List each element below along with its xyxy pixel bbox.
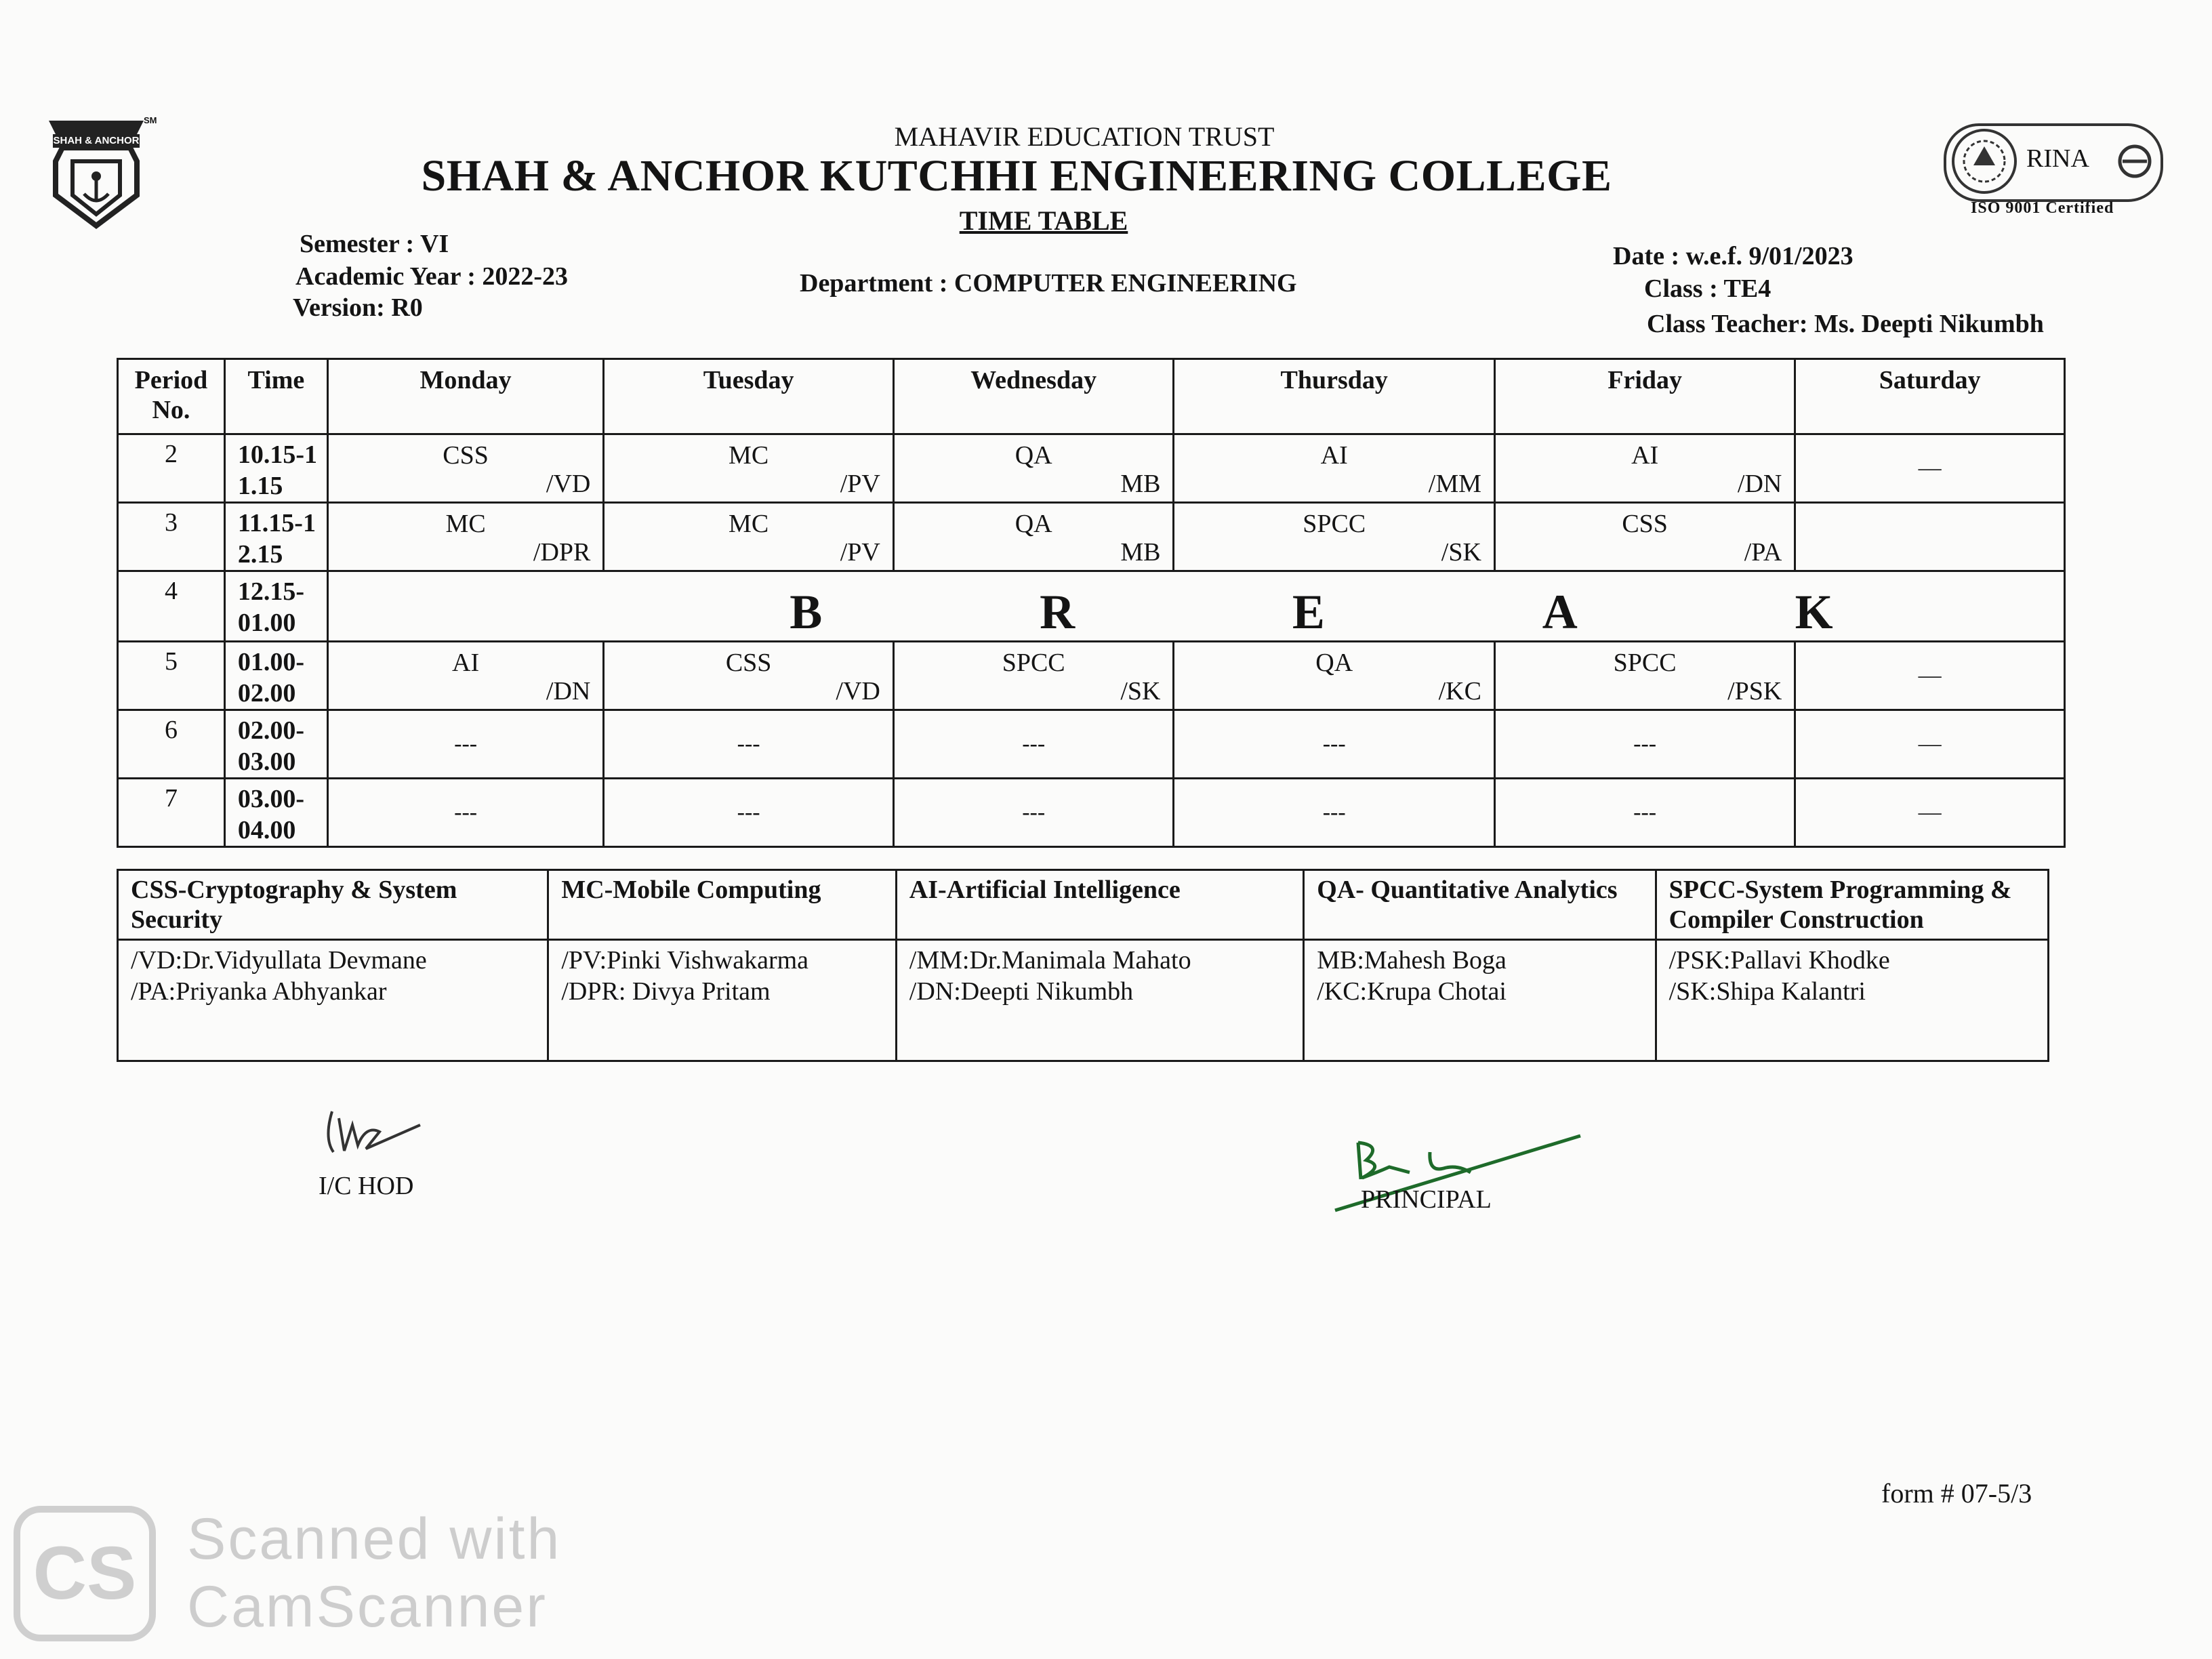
empty-slot-dash: --- (1633, 800, 1657, 825)
version: Version: R0 (293, 293, 423, 322)
academic-year: Academic Year : 2022-23 (295, 262, 569, 291)
slot-wednesday (893, 710, 1174, 779)
header-monday: Monday (327, 359, 604, 434)
empty-slot-dash: --- (1022, 800, 1046, 825)
slot-saturday (1795, 642, 2065, 710)
legend-subject-title: SPCC-System Programming & Compiler Construction (1656, 870, 2048, 940)
slot-tuesday (604, 710, 894, 779)
period-number: 5 (118, 642, 225, 710)
slot-wednesday (893, 779, 1174, 847)
period-time: 03.00- 04.00 (224, 779, 327, 847)
subject-code: SPCC (1002, 649, 1065, 677)
department: Department : COMPUTER ENGINEERING (800, 269, 1297, 298)
slot-thursday (1174, 642, 1494, 710)
break-letter: E (1292, 585, 1325, 639)
legend-faculty-entry: /DPR: Divya Pritam (561, 977, 771, 1006)
subject-code: MC (729, 441, 769, 470)
period-time: 12.15- 01.00 (224, 571, 327, 642)
timetable-row (118, 434, 2065, 503)
subject-code: SPCC (1613, 649, 1677, 677)
slot-monday (327, 434, 604, 503)
timetable-row (118, 503, 2065, 571)
faculty-code: /DN (1737, 470, 1782, 498)
header-period: Period No. (118, 359, 225, 434)
subject-code: AI (452, 649, 480, 677)
period-number: 6 (118, 710, 225, 779)
legend-header-row (118, 870, 2049, 940)
legend-faculty-list (118, 940, 548, 1061)
legend-subject-title: AI-Artificial Intelligence (896, 870, 1303, 940)
slot-monday (327, 503, 604, 571)
watermark-line-2: CamScanner (187, 1574, 548, 1639)
subject-code: AI (1631, 441, 1659, 470)
slot-friday (1494, 779, 1795, 847)
camscanner-logo: CS (14, 1506, 156, 1641)
iso-certified-label: ISO 9001 Certified (1971, 199, 2114, 217)
page-title: TIME TABLE (959, 205, 1128, 236)
timetable-row (118, 779, 2065, 847)
rina-certification-logo (1938, 121, 2169, 222)
watermark-line-1: Scanned with (187, 1507, 562, 1572)
class-teacher: Class Teacher: Ms. Deepti Nikumbh (1647, 310, 2044, 338)
slot-thursday (1174, 503, 1494, 571)
slot-tuesday (604, 779, 894, 847)
faculty-code: /VD (836, 677, 880, 705)
faculty-code: MB (1120, 470, 1161, 498)
slot-friday (1494, 503, 1795, 571)
period-time: 10.15-1 1.15 (224, 434, 327, 503)
empty-slot-dash: --- (1322, 800, 1346, 825)
period-time: 11.15-1 2.15 (224, 503, 327, 571)
slot-tuesday (604, 503, 894, 571)
break-letter: B (790, 585, 823, 639)
timetable (117, 358, 2066, 848)
slot-friday (1494, 642, 1795, 710)
header-tuesday: Tuesday (604, 359, 894, 434)
slot-wednesday (893, 434, 1174, 503)
slot-tuesday (604, 434, 894, 503)
slot-tuesday (604, 642, 894, 710)
empty-slot-dash: --- (454, 800, 478, 825)
hod-signature (319, 1098, 468, 1172)
college-logo (35, 114, 157, 232)
legend-faculty-entry: /VD:Dr.Vidyullata Devmane (131, 946, 427, 975)
legend-faculty-entry: /KC:Krupa Chotai (1317, 977, 1507, 1006)
empty-slot-dash: — (1918, 455, 1942, 480)
effective-date: Date : w.e.f. 9/01/2023 (1613, 242, 1853, 270)
rina-label: RINA (2026, 144, 2089, 173)
subject-code: MC (445, 510, 486, 538)
semester: Semester : VI (300, 230, 449, 258)
slot-thursday (1174, 710, 1494, 779)
break-letter: A (1542, 585, 1578, 639)
principal-label: PRINCIPAL (1361, 1185, 1492, 1214)
empty-slot-dash: — (1918, 663, 1942, 688)
subject-faculty-legend (117, 869, 2049, 1062)
legend-faculty-list (1656, 940, 2048, 1061)
slot-thursday (1174, 434, 1494, 503)
legend-faculty-entry: /PA:Priyanka Abhyankar (131, 977, 387, 1006)
slot-friday (1494, 434, 1795, 503)
subject-code: CSS (1622, 510, 1668, 538)
legend-subject-title: MC-Mobile Computing (548, 870, 896, 940)
empty-slot-dash: --- (737, 731, 760, 756)
timetable-row (118, 642, 2065, 710)
period-time: 01.00- 02.00 (224, 642, 327, 710)
empty-slot-dash: --- (1633, 731, 1657, 756)
legend-faculty-entry: /SK:Shipa Kalantri (1668, 977, 1866, 1006)
faculty-code: /SK (1441, 538, 1481, 567)
trust-name: MAHAVIR EDUCATION TRUST (894, 121, 1275, 152)
legend-faculty-entry: /DN:Deepti Nikumbh (909, 977, 1134, 1006)
subject-code: AI (1320, 441, 1348, 470)
faculty-code: /DPR (533, 538, 591, 567)
college-name: SHAH & ANCHOR KUTCHHI ENGINEERING COLLEGE (421, 151, 1612, 201)
slot-monday (327, 710, 604, 779)
slot-wednesday (893, 642, 1174, 710)
legend-faculty-entry: /PSK:Pallavi Khodke (1668, 946, 1890, 975)
faculty-code: /PV (840, 470, 880, 498)
timetable-row (118, 571, 2065, 642)
empty-slot-dash: — (1918, 731, 1942, 756)
empty-slot-dash: --- (1022, 731, 1046, 756)
period-time: 02.00- 03.00 (224, 710, 327, 779)
legend-subject-title: QA- Quantitative Analytics (1304, 870, 1656, 940)
slot-monday (327, 779, 604, 847)
header-friday: Friday (1494, 359, 1795, 434)
period-number: 3 (118, 503, 225, 571)
break-letter: R (1040, 585, 1076, 639)
timetable-header-row (118, 359, 2065, 434)
subject-code: QA (1315, 649, 1353, 677)
subject-code: CSS (443, 441, 489, 470)
header-thursday: Thursday (1174, 359, 1494, 434)
form-number: form # 07-5/3 (1881, 1478, 2032, 1509)
slot-saturday (1795, 779, 2065, 847)
hod-label: I/C HOD (319, 1172, 414, 1200)
logo-text: SHAH & ANCHOR (53, 135, 140, 146)
period-number: 2 (118, 434, 225, 503)
faculty-code: MB (1120, 538, 1161, 567)
header-time: Time (224, 359, 327, 434)
break-row (327, 571, 2064, 642)
timetable-row (118, 710, 2065, 779)
subject-code: MC (729, 510, 769, 538)
legend-faculty-entry: MB:Mahesh Boga (1317, 946, 1507, 975)
legend-faculty-entry: /MM:Dr.Manimala Mahato (909, 946, 1191, 975)
period-number: 4 (118, 571, 225, 642)
legend-faculty-list (896, 940, 1303, 1061)
faculty-code: /PV (840, 538, 880, 567)
period-number: 7 (118, 779, 225, 847)
empty-slot-dash: --- (454, 731, 478, 756)
slot-saturday (1795, 710, 2065, 779)
legend-faculty-entry: /PV:Pinki Vishwakarma (561, 946, 809, 975)
header-wednesday: Wednesday (893, 359, 1174, 434)
slot-wednesday (893, 503, 1174, 571)
faculty-code: /KC (1438, 677, 1481, 705)
slot-monday (327, 642, 604, 710)
faculty-code: /SK (1120, 677, 1161, 705)
legend-faculty-list (548, 940, 896, 1061)
subject-code: SPCC (1303, 510, 1366, 538)
break-letter: K (1795, 585, 1833, 639)
empty-slot-dash: --- (737, 800, 760, 825)
faculty-code: /MM (1428, 470, 1481, 498)
legend-subject-title: CSS-Cryptography & System Security (118, 870, 548, 940)
faculty-code: /DN (546, 677, 591, 705)
slot-thursday (1174, 779, 1494, 847)
slot-saturday (1795, 503, 2065, 571)
subject-code: QA (1015, 441, 1052, 470)
faculty-code: /PSK (1727, 677, 1782, 705)
logo-service-mark: SM (144, 115, 157, 125)
faculty-code: /PA (1744, 538, 1782, 567)
legend-faculty-row (118, 940, 2049, 1061)
empty-slot-dash: --- (1322, 731, 1346, 756)
faculty-code: /VD (546, 470, 591, 498)
subject-code: CSS (725, 649, 772, 677)
legend-faculty-list (1304, 940, 1656, 1061)
header-saturday: Saturday (1795, 359, 2065, 434)
empty-slot-dash: — (1918, 800, 1942, 825)
class: Class : TE4 (1644, 274, 1771, 303)
slot-saturday (1795, 434, 2065, 503)
subject-code: QA (1015, 510, 1052, 538)
slot-friday (1494, 710, 1795, 779)
